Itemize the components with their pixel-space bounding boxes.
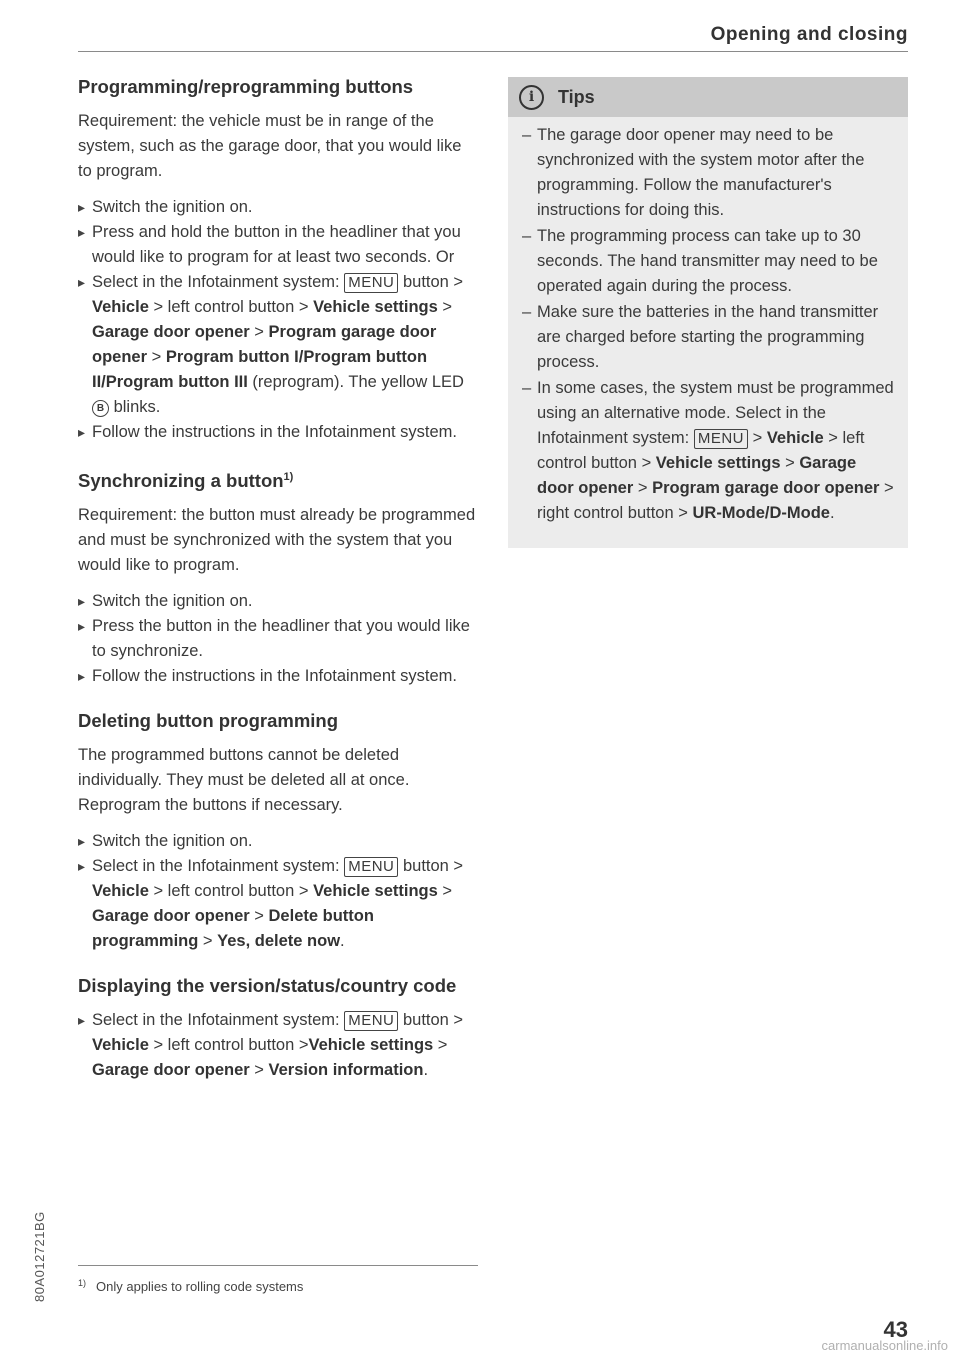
version-steps <box>78 1008 478 1083</box>
list-item: ▸ Press and hold the button in the headliner that you would like to program for at least two seconds. Or <box>78 220 478 270</box>
menu-key: MENU <box>344 1011 398 1031</box>
tips-title: Tips <box>558 86 595 107</box>
tips-box <box>508 77 908 548</box>
programming-requirement: Requirement: the vehicle must be in range of the system, such as the garage door, that you would like to program. <box>78 112 462 180</box>
list-item: ▸ Select in the Infotainment system: MENU button > Vehicle > left control button >Vehicle settings > Garage door opener > Version information. <box>78 1008 478 1083</box>
watermark-text: carmanualsonline.info <box>821 1338 948 1353</box>
footnote-reference: 1) <box>283 471 294 483</box>
deleting-intro: The programmed buttons cannot be deleted individually. They must be deleted all at once. Reprogram the buttons if necessary. <box>78 746 410 815</box>
deleting-steps <box>78 829 478 954</box>
section-heading-synchronizing: Synchronizing a button$^{1)}$ <box>78 470 294 492</box>
tips-list <box>508 123 908 526</box>
list-item: – The garage door opener may need to be synchronized with the system motor after the programming. Follow the manufacturer's instructions for doing this. <box>522 123 894 223</box>
section-heading-deleting: Deleting button programming <box>78 710 339 732</box>
list-item: ▸ Select in the Infotainment system: MENU button > Vehicle > left control button > Vehicle settings > Garage door opener > Delete button programming > Yes, delete now. <box>78 854 478 954</box>
led-b-icon: B <box>92 400 109 417</box>
list-item: ▸ Press the button in the headliner that you would like to synchronize. <box>78 614 478 664</box>
page-header-title: Opening and closing <box>710 24 908 45</box>
list-item: ▸ Select in the Infotainment system: MENU button > Vehicle > left control button > Vehicle settings > Garage door opener > Program garage door opener > Program button I/Program button II/Program button III (reprogram). The yellow LED B blinks. <box>78 270 478 420</box>
list-item: ▸ Switch the ignition on. <box>78 829 478 854</box>
header-divider <box>78 51 908 52</box>
list-item: ▸ Follow the instructions in the Infotainment system. <box>78 664 478 689</box>
footnote-text: Only applies to rolling code systems <box>96 1279 304 1294</box>
section-heading-programming: Programming/reprogramming buttons <box>78 76 414 97</box>
menu-key: MENU <box>694 429 748 449</box>
footnote <box>78 1278 303 1294</box>
info-icon: i <box>519 85 544 110</box>
programming-steps <box>78 195 478 445</box>
list-item: ▸ Switch the ignition on. <box>78 195 478 220</box>
section-heading-version: Displaying the version/status/country code <box>78 975 457 997</box>
list-item: – Make sure the batteries in the hand transmitter are charged before starting the programming process. <box>522 300 894 375</box>
menu-key: MENU <box>344 857 398 877</box>
synchronizing-steps <box>78 589 478 689</box>
page-number: 43 <box>883 1317 908 1342</box>
document-code: 80A012721BG <box>32 1211 47 1302</box>
tips-header <box>508 77 908 117</box>
footnote-divider <box>78 1265 478 1266</box>
list-item: ▸ Follow the instructions in the Infotainment system. <box>78 420 478 445</box>
left-column <box>78 74 478 1083</box>
list-item: – The programming process can take up to 30 seconds. The hand transmitter may need to be operated again during the process. <box>522 224 894 299</box>
menu-key: MENU <box>344 273 398 293</box>
synchronizing-requirement: Requirement: the button must already be programmed and must be synchronized with the system that you would like to program. <box>78 506 476 575</box>
list-item: – In some cases, the system must be programmed using an alternative mode. Select in the Infotainment system: MENU > Vehicle > left control button > Vehicle settings > Garage door opener > Program garage door opener > right control button > UR-Mode/D-Mode. <box>522 376 894 526</box>
list-item: ▸ Switch the ignition on. <box>78 589 478 614</box>
footnote-mark: 1) <box>78 1278 87 1288</box>
